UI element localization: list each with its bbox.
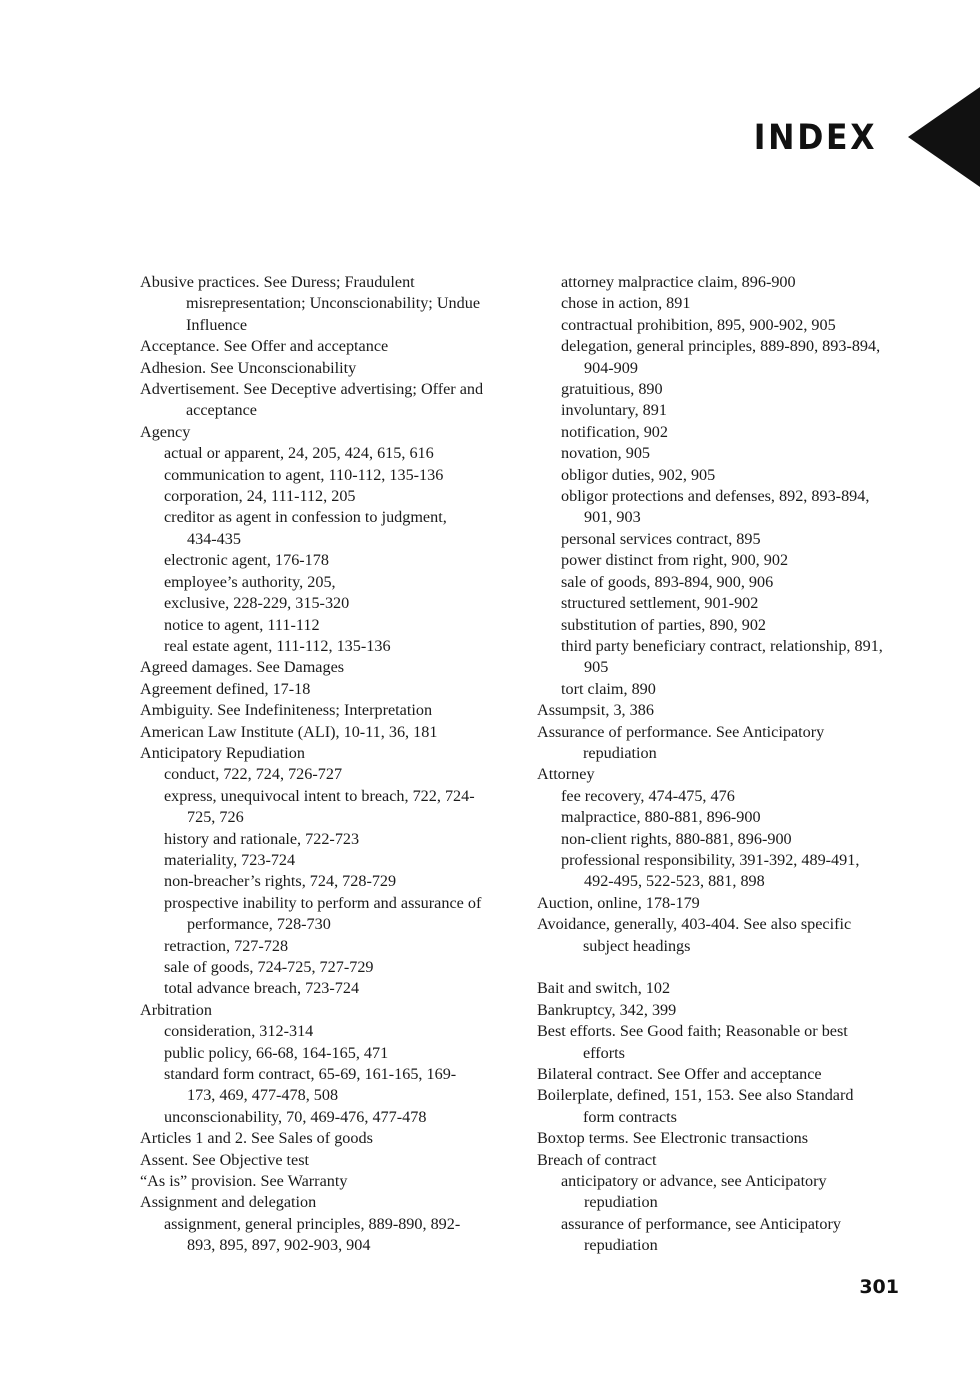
index-entry [537, 1128, 907, 1149]
index-subentry [140, 507, 500, 550]
index-entry-line: attorney malpractice claim, 896-900 [561, 273, 796, 291]
index-subentry [140, 593, 500, 614]
index-subentry [537, 293, 907, 314]
index-subentry [537, 850, 907, 893]
index-entry-line: notice to agent, 111-112 [164, 615, 320, 634]
index-subentry [140, 936, 500, 957]
index-entry-line: novation, 905 [561, 444, 651, 463]
index-subentry [537, 465, 907, 486]
index-entry [537, 914, 907, 957]
index-entry-line: Influence [186, 315, 248, 334]
index-subentry [140, 871, 500, 892]
index-subentry [537, 529, 907, 550]
index-entry-line: anticipatory or advance, see Anticipatory [561, 1172, 827, 1191]
index-entry-line: non-breacher’s rights, 724, 728-729 [164, 872, 397, 891]
index-subentry [140, 1043, 500, 1064]
index-entry-line: assignment, general principles, 889-890, 892- [164, 1214, 461, 1233]
index-entry-line: Best efforts. See Good faith; Reasonable or best [537, 1022, 848, 1041]
index-entry-line: Assent. See Objective test [140, 1150, 310, 1169]
index-entry-line: delegation, general principles, 889-890, 893-894, [561, 337, 881, 356]
index-entry [140, 358, 500, 379]
index-entry-line: public policy, 66-68, 164-165, 471 [164, 1043, 389, 1062]
index-subentry [537, 486, 907, 529]
index-entry [537, 893, 907, 914]
index-entry-line: Assumpsit, 3, 386 [537, 701, 654, 720]
index-entry-line: efforts [583, 1043, 625, 1062]
index-entry [140, 1171, 500, 1192]
index-entry-line: Abusive practices. See Duress; Fraudulent [140, 273, 415, 291]
index-subentry [537, 422, 907, 443]
index-entry-line: Boxtop terms. See Electronic transactions [537, 1129, 809, 1148]
index-entry [537, 722, 907, 765]
index-entry-line: misrepresentation; Unconscionability; Undue [186, 294, 481, 313]
index-entry-line: Adhesion. See Unconscionability [140, 358, 357, 377]
index-subentry [537, 315, 907, 336]
index-entry-line: communication to agent, 110-112, 135-136 [164, 465, 444, 484]
index-subentry [537, 443, 907, 464]
index-entry-line: personal services contract, 895 [561, 529, 761, 548]
index-subentry [140, 850, 500, 871]
index-entry-line: Ambiguity. See Indefiniteness; Interpretation [140, 701, 433, 720]
index-subentry [140, 764, 500, 785]
index-subentry [537, 1214, 907, 1257]
index-entry-line: Boilerplate, defined, 151, 153. See also Standard [537, 1086, 854, 1105]
index-entry-line: unconscionability, 70, 469-476, 477-478 [164, 1107, 427, 1126]
index-subentry [140, 636, 500, 657]
index-entry-line: real estate agent, 111-112, 135-136 [164, 636, 391, 655]
index-subentry [537, 272, 907, 293]
index-subentry [537, 336, 907, 379]
index-entry-line: Bilateral contract. See Offer and acceptance [537, 1065, 822, 1084]
index-entry-line: American Law Institute (ALI), 10-11, 36, 181 [140, 722, 438, 741]
index-entry-line: Advertisement. See Deceptive advertising; Offer and [140, 380, 484, 399]
index-entry [140, 336, 500, 357]
index-entry [140, 1192, 500, 1213]
index-entry-line: express, unequivocal intent to breach, 722, 724- [164, 786, 475, 805]
index-entry-line: electronic agent, 176-178 [164, 551, 329, 570]
index-subentry [537, 829, 907, 850]
index-entry-line: 901, 903 [584, 508, 641, 527]
index-entry-line: prospective inability to perform and assurance of [164, 893, 482, 912]
index-subentry [537, 679, 907, 700]
index-entry-line: power distinct from right, 900, 902 [561, 551, 789, 570]
index-subentry [140, 829, 500, 850]
page-number: 301 [859, 1276, 899, 1298]
index-entry-line: assurance of performance, see Anticipatory [561, 1214, 842, 1233]
index-subentry [537, 550, 907, 571]
index-entry-line: 904-909 [584, 358, 638, 377]
index-entry-line: 173, 469, 477-478, 508 [187, 1086, 339, 1105]
index-entry-line: retraction, 727-728 [164, 936, 289, 955]
index-entry-line: Arbitration [140, 1000, 212, 1019]
index-entry-line: “As is” provision. See Warranty [140, 1172, 348, 1191]
index-entry-line: sale of goods, 724-725, 727-729 [164, 958, 374, 976]
index-entry [537, 978, 907, 999]
index-subentry [537, 593, 907, 614]
index-entry-line: Agency [140, 422, 191, 441]
index-subentry [537, 786, 907, 807]
index-entry-line: Assurance of performance. See Anticipatory [537, 722, 825, 741]
index-subentry [537, 400, 907, 421]
index-entry-line: fee recovery, 474-475, 476 [561, 786, 735, 805]
index-entry-line: Breach of contract [537, 1150, 657, 1169]
index-entry [140, 700, 500, 721]
index-subentry [140, 615, 500, 636]
index-entry [140, 657, 500, 678]
index-entry-line: Avoidance, generally, 403-404. See also specific [537, 915, 852, 934]
index-subentry [537, 572, 907, 593]
index-entry-line: 434-435 [187, 529, 241, 548]
index-entry-line: Attorney [537, 765, 595, 784]
index-subentry [537, 1171, 907, 1214]
index-entry-line: 893, 895, 897, 902-903, 904 [187, 1236, 371, 1255]
index-entry-line: involuntary, 891 [561, 401, 667, 420]
index-column-right [537, 272, 907, 1257]
index-entry-line: Anticipatory Repudiation [140, 743, 305, 762]
index-entry-line: notification, 902 [561, 422, 668, 441]
index-entry-line: acceptance [186, 401, 257, 420]
index-entry [537, 1085, 907, 1128]
index-entry-line: materiality, 723-724 [164, 850, 296, 869]
index-subentry [140, 486, 500, 507]
index-entry-line: non-client rights, 880-881, 896-900 [561, 829, 792, 848]
index-entry-line: contractual prohibition, 895, 900-902, 905 [561, 315, 836, 334]
index-entry-line: performance, 728-730 [187, 915, 331, 934]
index-entry-line: tort claim, 890 [561, 679, 656, 698]
index-section-gap [537, 957, 907, 978]
index-subentry [140, 1021, 500, 1042]
index-subentry [537, 636, 907, 679]
index-entry-line: substitution of parties, 890, 902 [561, 615, 767, 634]
index-entry [537, 1150, 907, 1171]
index-entry [537, 700, 907, 721]
index-entry-line: third party beneficiary contract, relationship, 891, [561, 636, 883, 655]
index-entry-line: consideration, 312-314 [164, 1022, 314, 1041]
index-subentry [537, 807, 907, 828]
index-entry-line: subject headings [583, 936, 691, 955]
index-entry-line: history and rationale, 722-723 [164, 829, 360, 848]
index-entry-line: form contracts [583, 1107, 677, 1126]
index-entry [140, 722, 500, 743]
index-entry [537, 1064, 907, 1085]
index-subentry [140, 550, 500, 571]
index-entry-line: repudiation [583, 743, 657, 762]
index-entry-line: creditor as agent in confession to judgment, [164, 508, 447, 527]
index-entry [140, 422, 500, 443]
index-entry-line: total advance breach, 723-724 [164, 979, 360, 998]
index-entry-line: Articles 1 and 2. See Sales of goods [140, 1129, 373, 1148]
index-subentry [140, 1214, 500, 1257]
index-entry-line: gratuitious, 890 [561, 380, 663, 399]
index-entry-line: professional responsibility, 391-392, 489-491, [561, 850, 860, 869]
index-subentry [140, 893, 500, 936]
index-entry-line: Bankruptcy, 342, 399 [537, 1000, 677, 1019]
section-tab-marker [908, 87, 980, 187]
index-entry-line: obligor duties, 902, 905 [561, 465, 716, 484]
index-entry-line: corporation, 24, 111-112, 205 [164, 487, 356, 506]
index-entry-line: Auction, online, 178-179 [537, 893, 700, 912]
index-entry [140, 1000, 500, 1021]
index-entry-line: repudiation [584, 1193, 658, 1212]
index-entry [537, 764, 907, 785]
index-entry-line: employee’s authority, 205, [164, 572, 336, 591]
index-entry-line: Agreement defined, 17-18 [140, 679, 311, 698]
index-entry-line: 492-495, 522-523, 881, 898 [584, 872, 765, 891]
index-entry-line: structured settlement, 901-902 [561, 594, 759, 613]
index-subentry [140, 443, 500, 464]
index-subentry [140, 786, 500, 829]
index-entry-line: 905 [584, 658, 609, 677]
index-entry-line: actual or apparent, 24, 205, 424, 615, 616 [164, 444, 434, 463]
index-subentry [537, 379, 907, 400]
index-entry-line: Bait and switch, 102 [537, 979, 671, 998]
index-entry-line: obligor protections and defenses, 892, 893-894, [561, 487, 870, 506]
index-column-left [140, 272, 500, 1257]
index-entry-line: Agreed damages. See Damages [140, 658, 345, 677]
page-title: INDEX [753, 118, 877, 158]
index-entry [537, 1021, 907, 1064]
index-entry-line: conduct, 722, 724, 726-727 [164, 765, 343, 784]
index-subentry [140, 1064, 500, 1107]
index-entry-line: standard form contract, 65-69, 161-165, 169- [164, 1065, 457, 1084]
index-entry-line: sale of goods, 893-894, 900, 906 [561, 572, 774, 591]
index-entry [140, 679, 500, 700]
index-entry [140, 379, 500, 422]
index-entry [140, 272, 500, 336]
index-subentry [537, 615, 907, 636]
index-entry [537, 1000, 907, 1021]
index-entry-line: Assignment and delegation [140, 1193, 317, 1212]
index-subentry [140, 465, 500, 486]
index-subentry [140, 957, 500, 978]
index-entry-line: malpractice, 880-881, 896-900 [561, 808, 761, 827]
index-subentry [140, 572, 500, 593]
index-entry [140, 1150, 500, 1171]
index-subentry [140, 978, 500, 999]
index-entry [140, 743, 500, 764]
index-entry-line: exclusive, 228-229, 315-320 [164, 594, 350, 613]
index-entry-line: 725, 726 [187, 808, 244, 827]
index-subentry [140, 1107, 500, 1128]
index-entry [140, 1128, 500, 1149]
index-entry-line: chose in action, 891 [561, 294, 691, 313]
index-entry-line: Acceptance. See Offer and acceptance [140, 337, 389, 356]
index-entry-line: repudiation [584, 1236, 658, 1255]
